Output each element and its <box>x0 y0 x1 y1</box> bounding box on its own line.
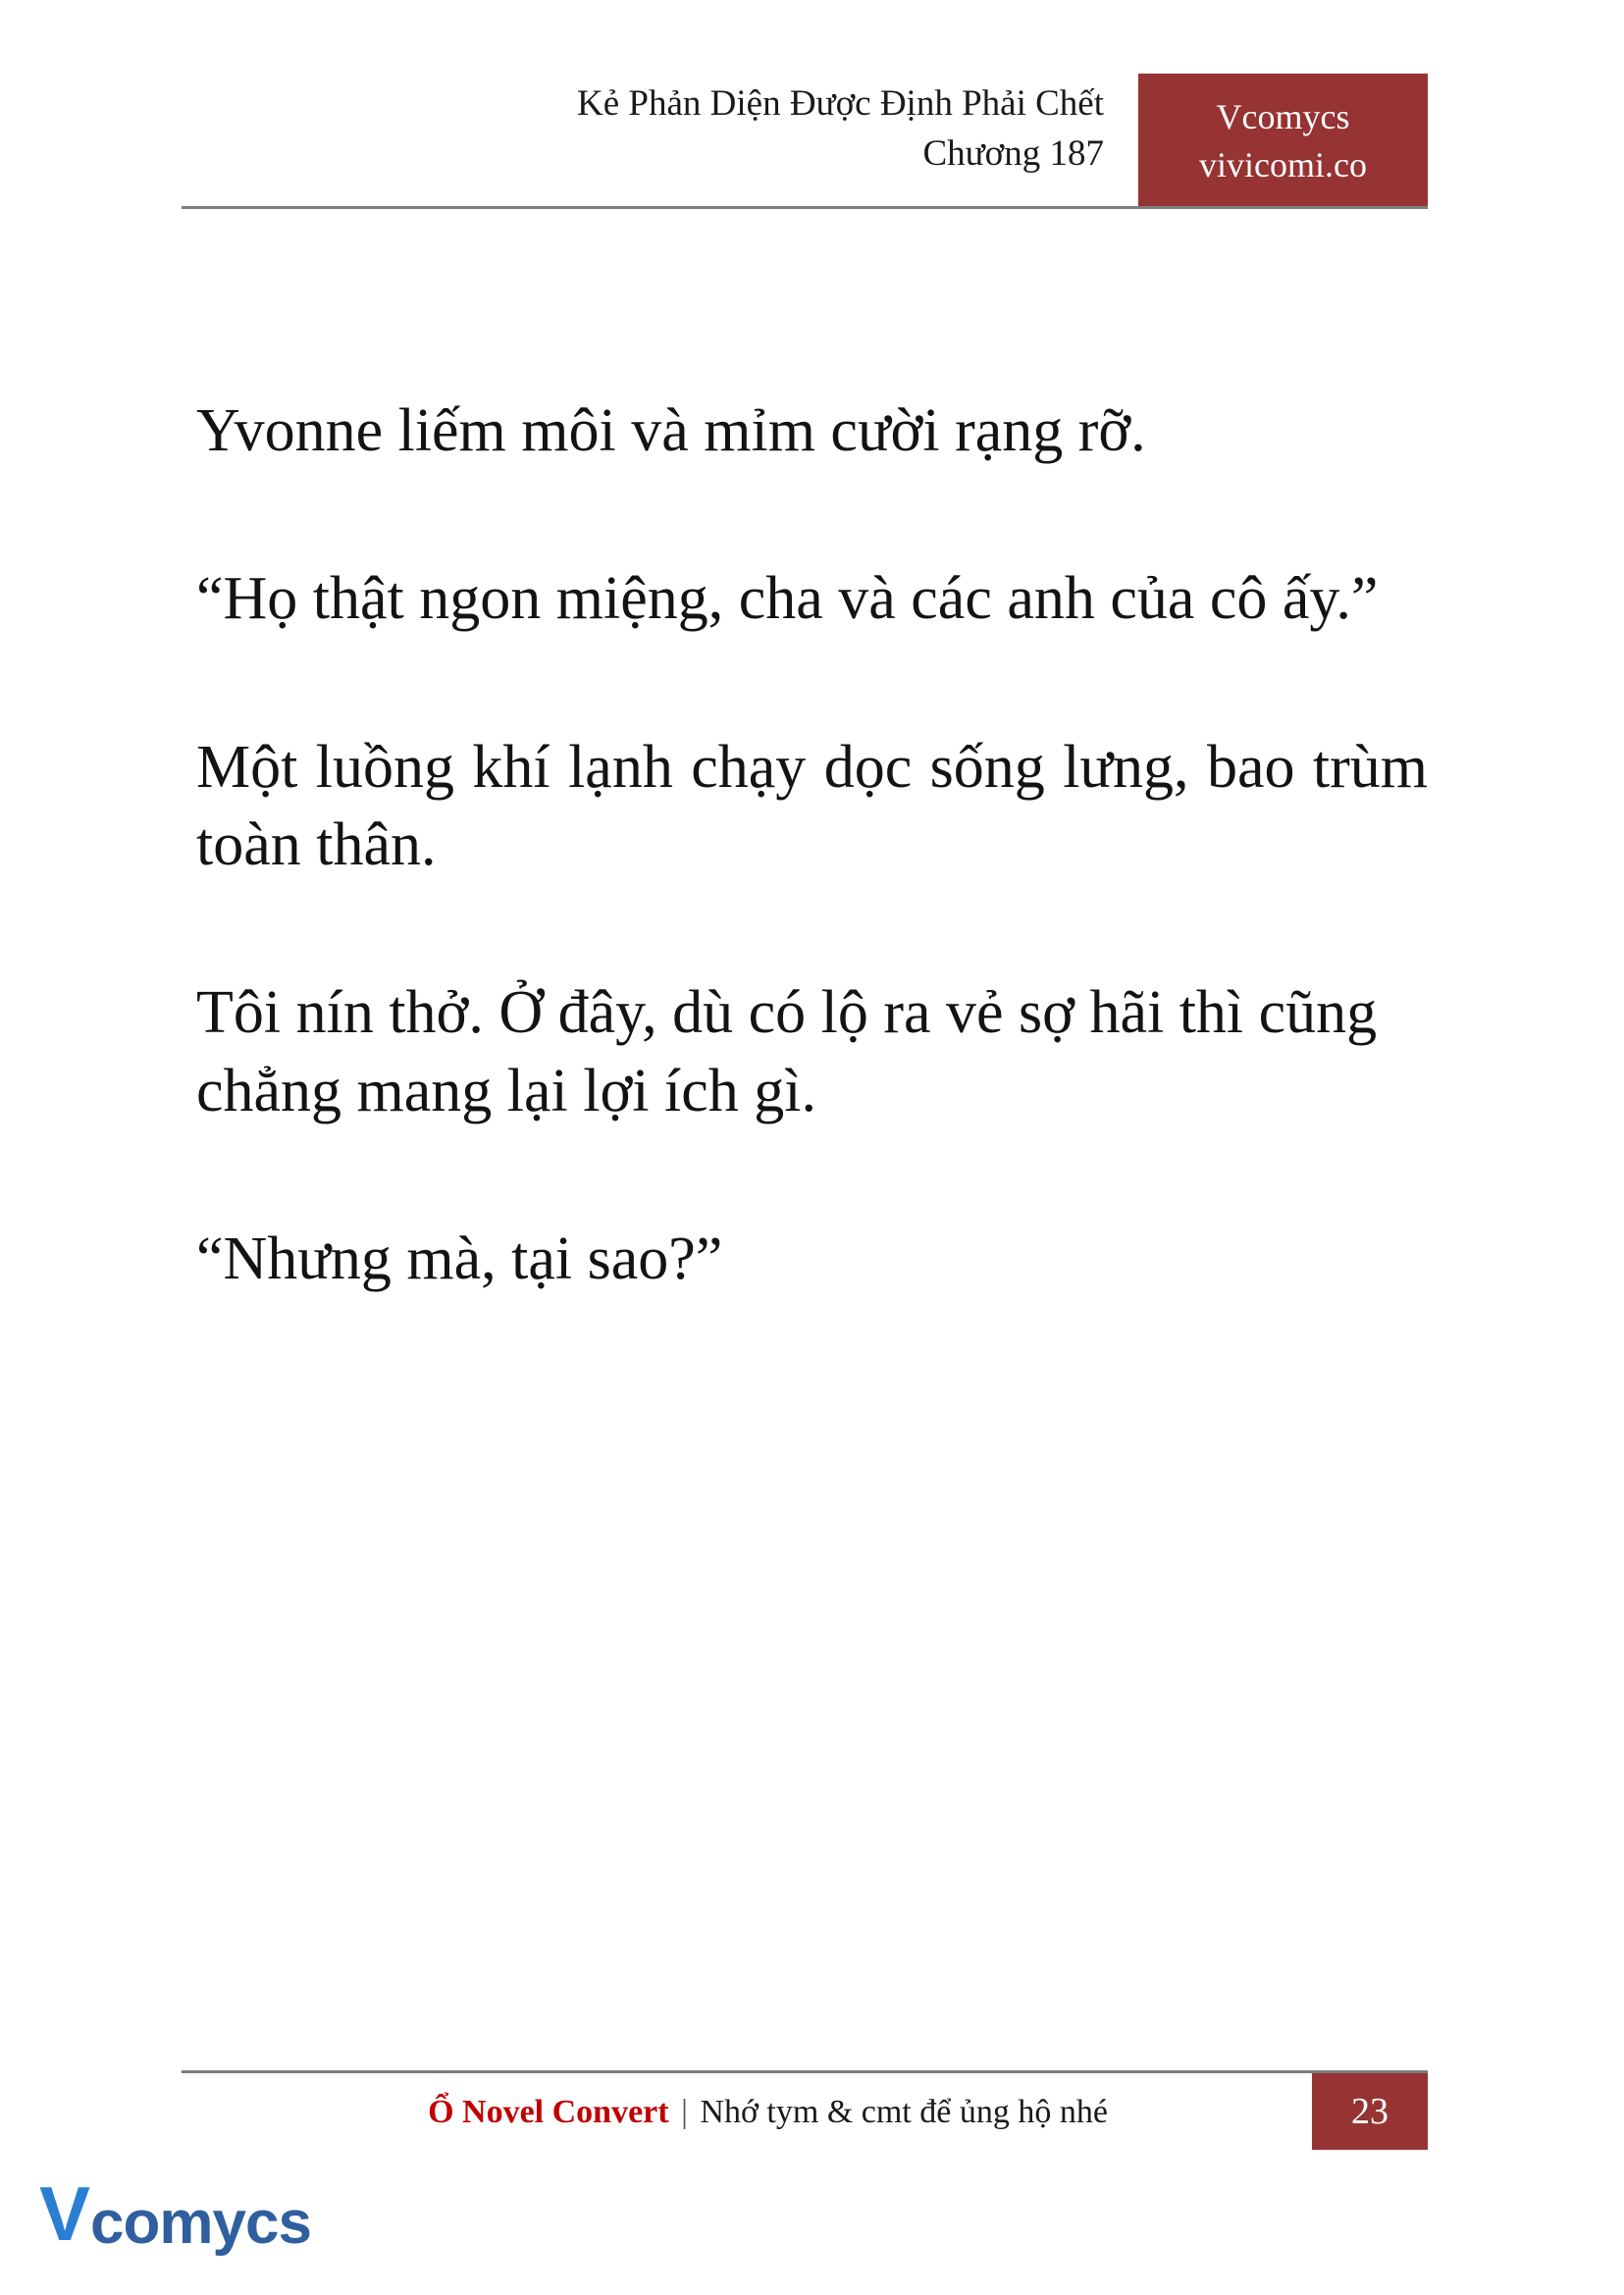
site-badge-name: Vcomycs <box>1216 97 1350 137</box>
footer-credit <box>182 2073 1428 2152</box>
paragraph: “Nhưng mà, tại sao?” <box>196 1226 723 1293</box>
header-divider <box>182 206 1428 209</box>
vcomycs-logo <box>39 2170 311 2262</box>
paragraph: “Họ thật ngon miệng, cha và các anh của cô ấy.” <box>196 565 1379 633</box>
footer-note: Nhớ tym & cmt để ủng hộ nhé <box>700 2094 1108 2130</box>
novel-title: Kẻ Phản Diện Được Định Phải Chết <box>577 83 1104 124</box>
logo-text: comycs <box>90 2189 311 2257</box>
chapter-label: Chương 187 <box>922 133 1104 175</box>
site-badge-url: vivicomi.co <box>1199 145 1367 184</box>
footer-separator: | <box>681 2094 688 2130</box>
site-badge <box>1138 74 1428 209</box>
paragraph: Tôi nín thở. Ở đây, dù có lộ ra vẻ sợ hãi thì cũng chẳng mang lại lợi ích gì. <box>196 979 1378 1124</box>
page-content <box>196 392 1428 1299</box>
page-footer <box>182 2070 1428 2159</box>
footer-text-group <box>428 2094 1108 2131</box>
header-title <box>577 78 1104 179</box>
page-number: 23 <box>1312 2073 1428 2150</box>
paragraph: Yvonne liếm môi và mỉm cười rạng rỡ. <box>196 397 1146 464</box>
logo-initial: V <box>39 2170 91 2257</box>
page-header <box>182 78 1428 216</box>
footer-brand: Ổ Novel Convert <box>428 2094 669 2130</box>
paragraph: Một luồng khí lạnh chạy dọc sống lưng, bao trùm toàn thân. <box>196 733 1428 879</box>
